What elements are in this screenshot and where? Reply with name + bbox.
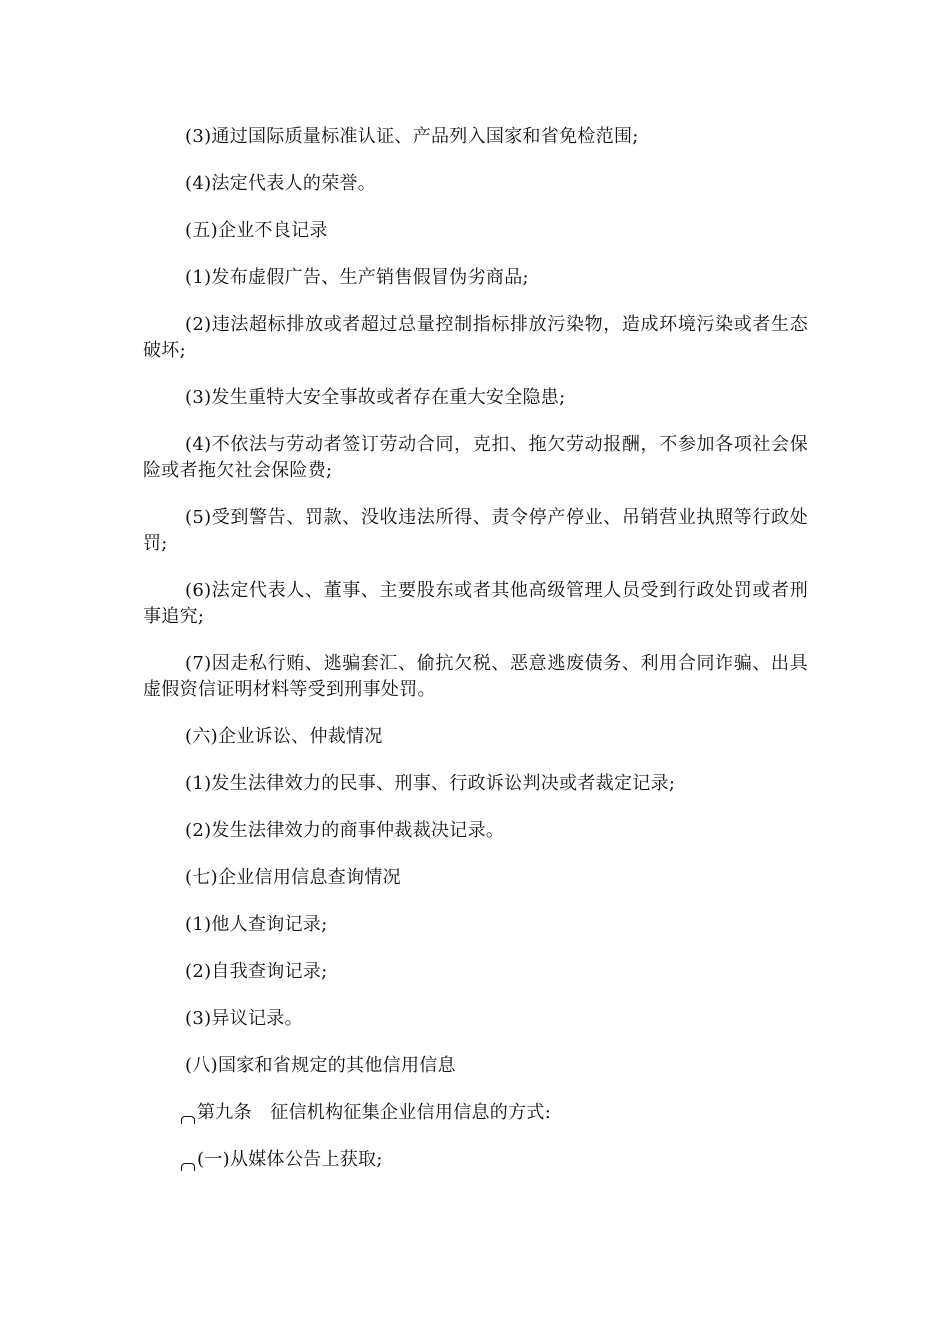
paragraph: (7)因走私行贿、逃骗套汇、偷抗欠税、恶意逃废债务、利用合同诈骗、出具虚假资信证明材料等受到刑事处罚。 bbox=[143, 653, 808, 700]
section-heading: (五)企业不良记录 bbox=[185, 220, 328, 241]
article-heading-text: 第九条 征信机构征集企业信用信息的方式: bbox=[197, 1102, 552, 1123]
paragraph: (2)发生法律效力的商事仲裁裁决记录。 bbox=[185, 820, 505, 841]
paragraph: (2)违法超标排放或者超过总量控制指标排放污染物，造成环境污染或者生态破坏; bbox=[143, 314, 808, 361]
bracket-mark-icon bbox=[181, 1163, 195, 1171]
paragraph: (1)他人查询记录; bbox=[185, 914, 328, 935]
document-body bbox=[143, 124, 808, 1194]
paragraph: (1)发布虚假广告、生产销售假冒伪劣商品; bbox=[185, 267, 529, 288]
paragraph: (3)发生重特大安全事故或者存在重大安全隐患; bbox=[185, 387, 566, 408]
paragraph: (1)发生法律效力的民事、刑事、行政诉讼判决或者裁定记录; bbox=[185, 773, 676, 794]
paragraph-text: (一)从媒体公告上获取; bbox=[197, 1149, 383, 1170]
paragraph: (5)受到警告、罚款、没收违法所得、责令停产停业、吊销营业执照等行政处罚; bbox=[143, 507, 808, 554]
paragraph: (4)法定代表人的荣誉。 bbox=[185, 173, 377, 194]
paragraph: (4)不依法与劳动者签订劳动合同，克扣、拖欠劳动报酬，不参加各项社会保险或者拖欠社会保险费; bbox=[143, 434, 808, 481]
section-heading: (六)企业诉讼、仲裁情况 bbox=[185, 726, 383, 747]
bracket-mark-icon bbox=[181, 1116, 195, 1124]
paragraph bbox=[143, 1147, 808, 1173]
paragraph: (2)自我查询记录; bbox=[185, 961, 328, 982]
section-heading: (八)国家和省规定的其他信用信息 bbox=[185, 1055, 456, 1076]
paragraph: (6)法定代表人、董事、主要股东或者其他高级管理人员受到行政处罚或者刑事追究; bbox=[143, 580, 808, 627]
paragraph: (3)通过国际质量标准认证、产品列入国家和省免检范围; bbox=[185, 126, 639, 147]
article-heading bbox=[143, 1100, 808, 1126]
paragraph: (3)异议记录。 bbox=[185, 1008, 303, 1029]
section-heading: (七)企业信用信息查询情况 bbox=[185, 867, 401, 888]
